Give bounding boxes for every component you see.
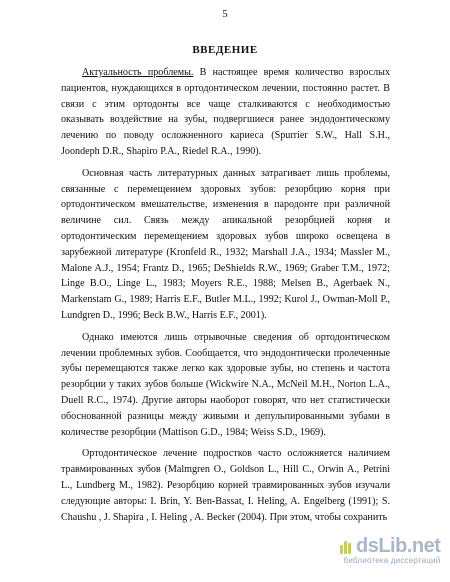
section-heading: ВВЕДЕНИЕ [192,44,258,56]
watermark-logo-text: dsLib.net [356,535,441,557]
paragraph-3: Однако имеются лишь отрывочные сведения об ортодонтическом лечении проблемных зубов. Сообщается, что эндодонтически пролеченные зубы перемещаются также легко как здоровые зубы, но степень и частота резорбции у таких зубов больше (Wickwire N.A., McNeil M.H., Norton L.A., Duell R.C., 1974). Другие авторы наоборот говорят, что нет статистически обоснованной разницы между живыми и депульпированными зубами в количестве резорбции (Mattison G.D., 1984; Weiss S.D., 1969). [61,331,390,438]
book-bars-icon [340,540,354,554]
watermark-logo [340,535,440,565]
paragraph-1 [61,65,390,160]
watermark-subtitle: библиотека диссертаций [343,556,441,565]
document-body [61,65,390,531]
paragraph-1-text: В настоящее время количество взрослых пациентов, нуждающихся в ортодонтическом лечении, постоянно растет. В связи с этим ортодонты все чаще сталкиваются с необходимостью оказывать воздействие на зубы, подвергшиеся ранее эндодонтическому лечению по поводу осложненного кариеса (Spurrier S.W., Hall S.H., Joondeph D.R., Shapiro P.A., Riedel R.A., 1990). [61,67,390,157]
paragraph-2: Основная часть литературных данных затрагивает лишь проблемы, связанные с перемещением здоровых зубов: резорбцию корня при ортодонтическом вмешательстве, изменения в пародонте при различной величине сил. Связь между апикальной резорбцией корня и ортодонтическим перемещением здоровых зубов широко освещена в зарубежной литературе (Kronfeld R., 1932; Marshall J.A., 1934; Massler M., Malone A.J., 1954; Frantz D., 1965; DeShields R.W., 1969; Graber T.M., 1972; Linge B.O., Linge L., 1983; Moyers R.E., 1988; Melsen B., Agerbaek N., Markenstam G., 1989; Harris E.F., Butler M.L., 1992; Kurol J., Owman-Moll P., Lundgren D., 1996; Beck B.W., Harris E.F., 2001). [61,167,390,321]
page-number: 5 [222,9,228,20]
relevance-label: Актуальность проблемы. [82,67,194,78]
paragraph-4: Ортодонтическое лечение подростков часто осложняется наличием травмированных зубов (Malmgren O., Goldson L., Hill C., Orwin A., Petrini L., Lundberg M., 1982). Резорбцию корней травмированных зубов изучали следующие авторы: I. Brin, Y. Ben-Bassat, I. Heling, A. Engelberg (1991); S. Chaushu , J. Shapira , I. Heling , A. Becker (2004). При этом, чтобы сохранить [61,448,390,523]
